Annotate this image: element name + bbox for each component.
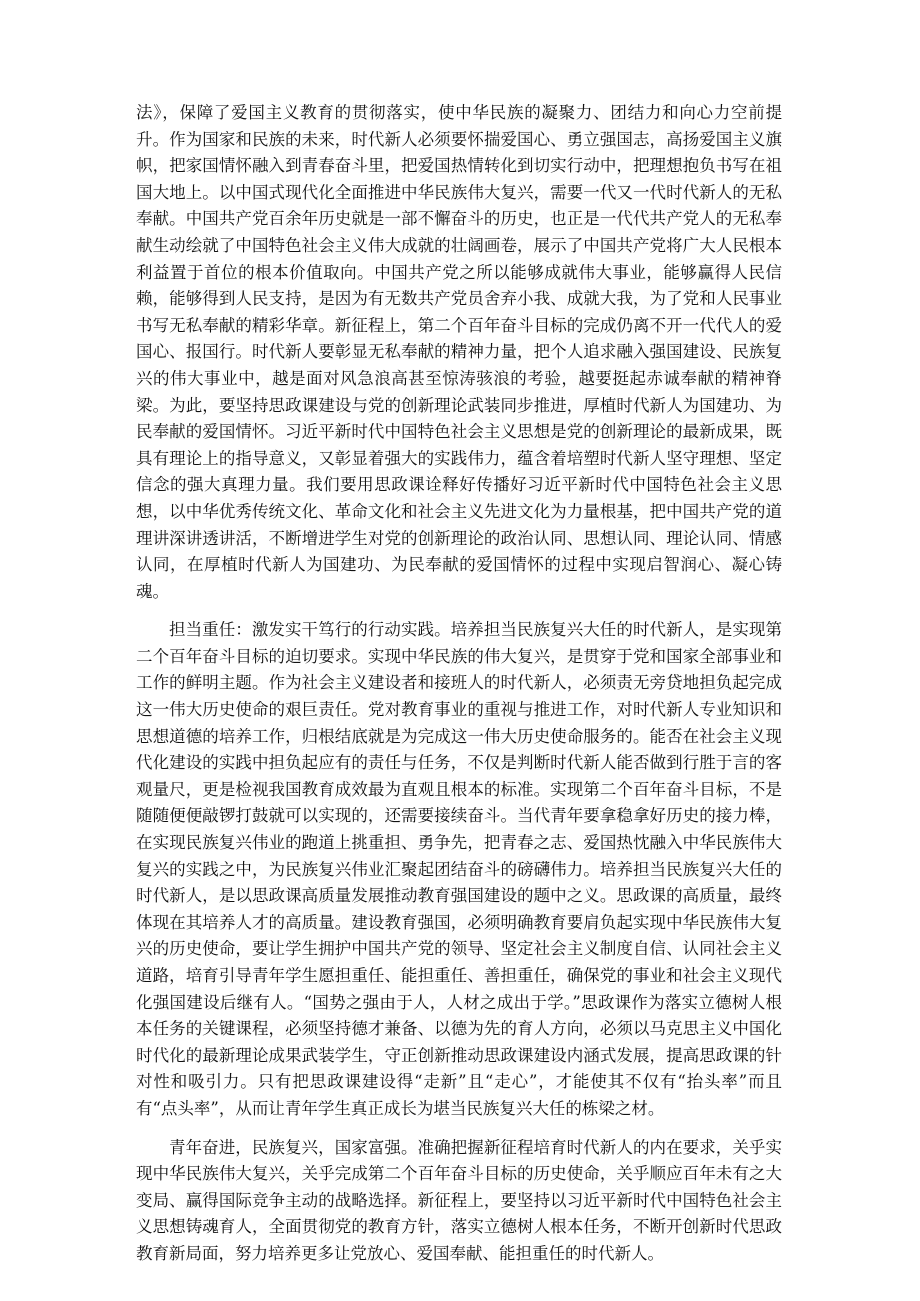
paragraph-continuation: 法》，保障了爱国主义教育的贯彻落实，使中华民族的凝聚力、团结力和向心力空前提升。作为国家和民族的未来，时代新人必须要怀揣爱国心、勇立强国志，高扬爱国主义旗帜，把家国情怀融入到青春奋斗里，把爱国热情转化到切实行动中，把理想抱负书写在祖国大地上。以中国式现代化全面推进中华民族伟大复兴，需要一代又一代时代新人的无私奉献。中国共产党百余年历史就是一部不懈奋斗的历史，也正是一代代共产党人的无私奉献生动绘就了中国特色社会主义伟大成就的壮阔画卷，展示了中国共产党将广大人民根本利益置于首位的根本价值取向。中国共产党之所以能够成就伟大事业，能够赢得人民信赖，能够得到人民支持，是因为有无数共产党员舍弃小我、成就大我，为了党和人民事业书写无私奉献的精彩华章。新征程上，第二个百年奋斗目标的完成仍离不开一代代人的爱国心、报国行。时代新人要彰显无私奉献的精神力量，把个人追求融入强国建设、民族复兴的伟大事业中，越是面对风急浪高甚至惊涛骇浪的考验，越要挺起赤诚奉献的精神脊梁。为此，要坚持思政课建设与党的创新理论武装同步推进，厚植时代新人为国建功、为民奉献的爱国情怀。习近平新时代中国特色社会主义思想是党的创新理论的最新成果，既具有理论上的指导意义，又彰显着强大的实践伟力，蕴含着培塑时代新人坚守理想、坚定信念的强大真理力量。我们要用思政课诠释好传播好习近平新时代中国特色社会主义思想，以中华优秀传统文化、革命文化和社会主义先进文化为力量根基，把中国共产党的道理讲深讲透讲活，不断增进学生对党的创新理论的政治认同、思想认同、理论认同、情感认同，在厚植时代新人为国建功、为民奉献的爱国情怀的过程中实现启智润心、凝心铸魂。 xyxy=(136,103,782,601)
document-body xyxy=(136,100,782,1280)
paragraph-conclusion: 青年奋进，民族复兴，国家富强。准确把握新征程培育时代新人的内在要求，关乎实现中华民族伟大复兴，关乎完成第二个百年奋斗目标的历史使命，关乎顺应百年未有之大变局、赢得国际竞争主动的战略选择。新征程上，要坚持以习近平新时代中国特色社会主义思想铸魂育人，全面贯彻党的教育方针，落实立德树人根本任务，不断开创新时代思政教育新局面，努力培养更多让党放心、爱国奉献、能担重任的时代新人。 xyxy=(136,1137,782,1263)
paragraph-take-responsibility: 担当重任：激发实干笃行的行动实践。培养担当民族复兴大任的时代新人，是实现第二个百年奋斗目标的迫切要求。实现中华民族的伟大复兴，是贯穿于党和国家全部事业和工作的鲜明主题。作为社会主义建设者和接班人的时代新人，必须责无旁贷地担负起完成这一伟大历史使命的艰巨责任。党对教育事业的重视与推进工作，对时代新人专业知识和思想道德的培养工作，归根结底就是为完成这一伟大历史使命服务的。能否在社会主义现代化建设的实践中担负起应有的责任与任务，不仅是判断时代新人能否做到行胜于言的客观量尺，更是检视我国教育成效最为直观且根本的标准。实现第二个百年奋斗目标，不是随随便便敲锣打鼓就可以实现的，还需要接续奋斗。当代青年要拿稳拿好历史的接力棒，在实现民族复兴伟业的跑道上挑重担、勇争先，把青春之志、爱国热忱融入中华民族伟大复兴的实践之中，为民族复兴伟业汇聚起团结奋斗的磅礴伟力。培养担当民族复兴大任的时代新人，是以思政课高质量发展推动教育强国建设的题中之义。思政课的高质量，最终体现在其培养人才的高质量。建设教育强国，必须明确教育要肩负起实现中华民族伟大复兴的历史使命，要让学生拥护中国共产党的领导、坚定社会主义制度自信、认同社会主义道路，培育引导青年学生愿担重任、能担重任、善担重任，确保党的事业和社会主义现代化强国建设后继有人。“国势之强由于人，人材之成出于学。”思政课作为落实立德树人根本任务的关键课程，必须坚持德才兼备、以德为先的育人方向，必须以马克思主义中国化时代化的最新理论成果武装学生，守正创新推动思政课建设内涵式发展，提高思政课的针对性和吸引力。只有把思政课建设得“走新”且“走心”，才能使其不仅有“抬头率”而且有“点头率”，从而让青年学生真正成长为堪当民族复兴大任的栋梁之材。 xyxy=(136,620,782,1118)
